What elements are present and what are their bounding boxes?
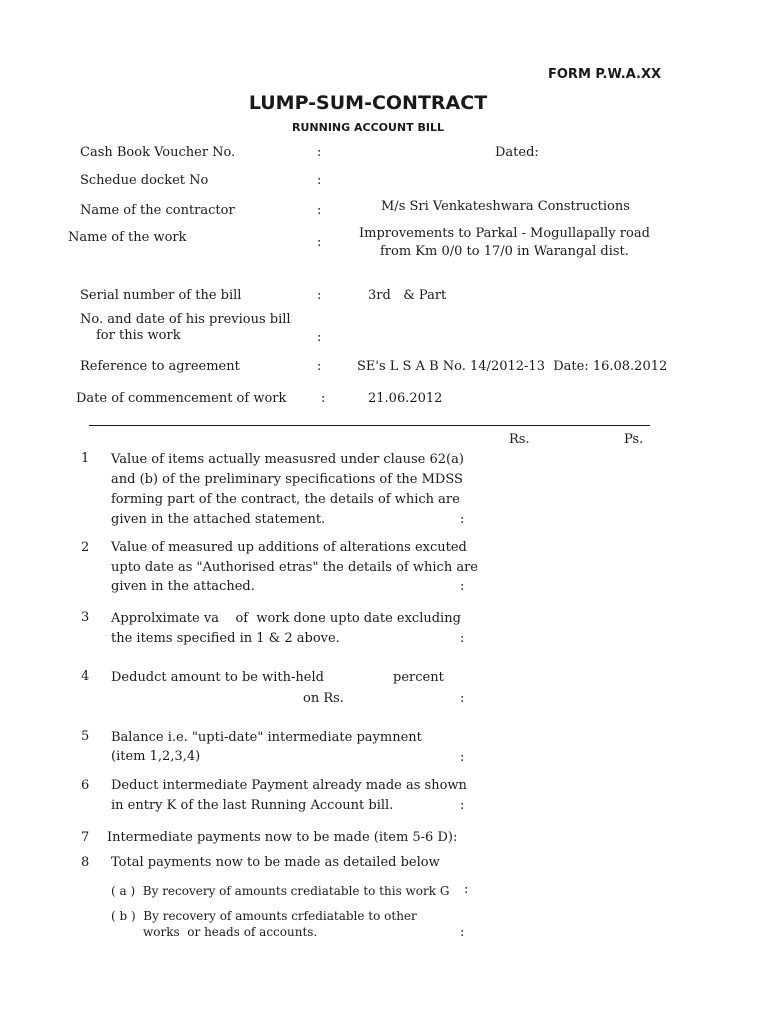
item-line: Value of items actually measusred under clause 62(a): [111, 452, 464, 467]
field-colon: :: [317, 235, 322, 250]
item-line: in entry K of the last Running Account bill.: [111, 798, 394, 813]
field-colon: :: [317, 359, 322, 374]
item-colon: :: [464, 882, 469, 897]
field-colon: :: [317, 173, 322, 188]
field-label: Schedue docket No: [80, 173, 209, 188]
item-line: and (b) of the preliminary specifications of the MDSS: [111, 472, 463, 487]
field-label: Date of commencement of work: [76, 391, 287, 406]
item-number: 3: [81, 610, 90, 625]
page-title: LUMP-SUM-CONTRACT: [248, 92, 488, 114]
item-line: Intermediate payments now to be made (item 5-6 D):: [107, 830, 458, 845]
field-label: Name of the contractor: [80, 203, 235, 218]
item-colon: :: [460, 925, 465, 940]
field-value: 21.06.2012: [368, 391, 443, 406]
field-value-line: Improvements to Parkal - Mogullapally road: [359, 226, 650, 241]
field-colon: :: [321, 391, 326, 406]
item-line: the items specified in 1 & 2 above.: [111, 631, 340, 646]
item-colon: :: [460, 750, 465, 765]
item-colon: :: [460, 798, 465, 813]
item-percent: percent: [393, 670, 444, 685]
field-colon: :: [317, 330, 322, 345]
item-line: (item 1,2,3,4): [111, 749, 201, 764]
item-line: works or heads of accounts.: [143, 925, 318, 939]
page-subtitle: RUNNING ACCOUNT BILL: [292, 121, 444, 134]
item-line: ( a ) By recovery of amounts crediatable to this work G: [111, 884, 450, 898]
item-number: 4: [81, 669, 90, 684]
item-number: 5: [81, 729, 90, 744]
item-line: Balance i.e. "upti-date" intermediate paymnent: [111, 730, 422, 745]
form-code: FORM P.W.A.XX: [548, 67, 661, 82]
field-label: Name of the work: [68, 230, 187, 245]
item-line: Deduct intermediate Payment already made as shown: [111, 778, 467, 793]
item-colon: :: [460, 579, 465, 594]
item-number: 6: [81, 778, 90, 793]
item-line: given in the attached.: [111, 579, 255, 594]
field-colon: :: [317, 145, 322, 160]
field-value: SE's L S A B No. 14/2012-13 Date: 16.08.2012: [357, 359, 668, 374]
item-number: 8: [81, 855, 90, 870]
item-line: on Rs.: [303, 691, 344, 706]
item-line: Value of measured up additions of alterations excuted: [111, 540, 467, 555]
field-label: Serial number of the bill: [80, 288, 242, 303]
field-value: M/s Sri Venkateshwara Constructions: [381, 199, 630, 214]
item-number: 7: [81, 830, 90, 845]
field-label: Cash Book Voucher No.: [80, 145, 236, 160]
field-label-line: for this work: [96, 328, 181, 343]
field-label: Reference to agreement: [80, 359, 240, 374]
section-divider: [89, 425, 650, 426]
item-line: Dedudct amount to be with-held: [111, 670, 324, 685]
field-value-line: from Km 0/0 to 17/0 in Warangal dist.: [380, 244, 629, 259]
item-number: 2: [81, 540, 90, 555]
field-colon: :: [317, 203, 322, 218]
item-line: ( b ) By recovery of amounts crfediatable to other: [111, 909, 417, 923]
item-line: Approlximate va of work done upto date excluding: [111, 611, 461, 626]
item-number: 1: [81, 451, 90, 466]
item-line: given in the attached statement.: [111, 512, 326, 527]
field-value: 3rd & Part: [368, 288, 447, 303]
item-colon: :: [460, 691, 465, 706]
field-colon: :: [317, 288, 322, 303]
column-header-ps: Ps.: [624, 432, 644, 447]
field-dated-label: Dated:: [495, 145, 539, 160]
field-label-line: No. and date of his previous bill: [80, 312, 291, 327]
item-line: Total payments now to be made as detailed below: [111, 855, 440, 870]
column-header-rs: Rs.: [509, 432, 530, 447]
item-colon: :: [460, 512, 465, 527]
item-line: upto date as "Authorised etras" the details of which are: [111, 560, 478, 575]
item-line: forming part of the contract, the details of which are: [111, 492, 460, 507]
item-colon: :: [460, 631, 465, 646]
